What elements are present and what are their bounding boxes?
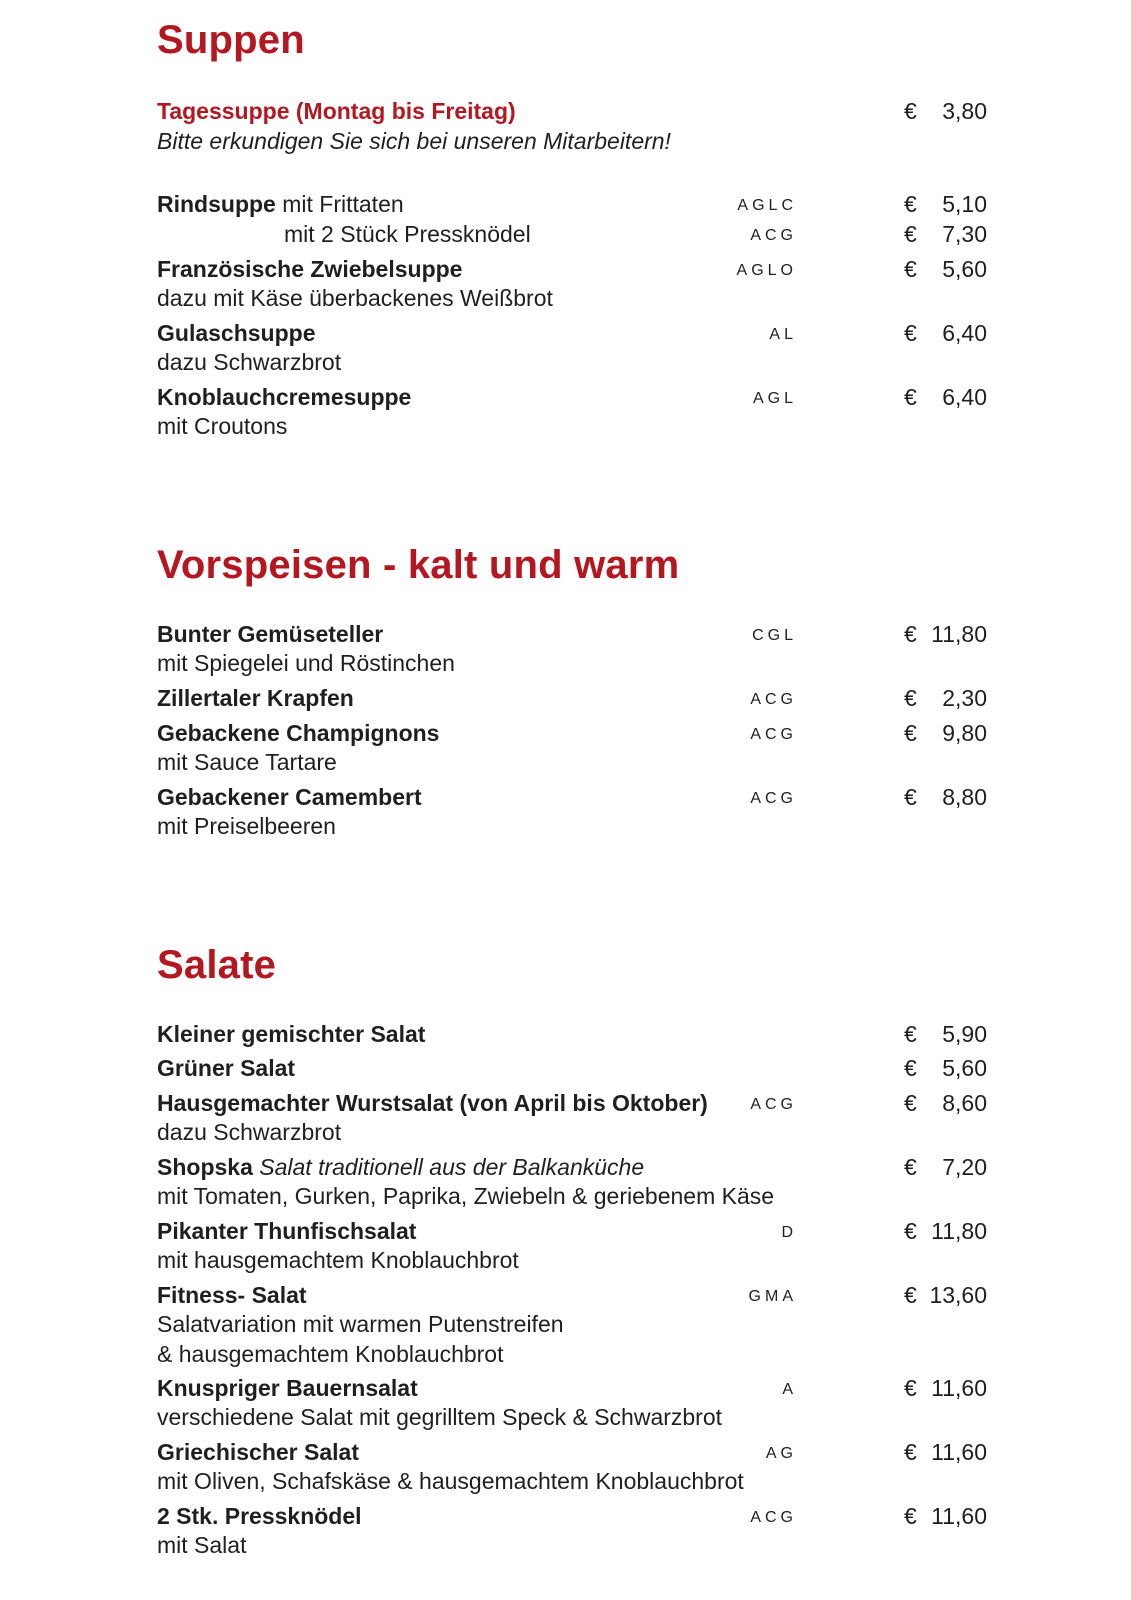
menu-item-variant: mit 2 Stück Pressknödel ACG € 7,30 xyxy=(157,219,987,249)
item-description: Bitte erkundigen Sie sich bei unseren Mitarbeitern! xyxy=(157,128,671,154)
menu-item: Gulaschsuppe AL € 6,40 xyxy=(157,318,987,348)
allergen-codes: AG xyxy=(765,1445,797,1462)
allergen-codes: ACG xyxy=(750,691,797,708)
menu-item: Knuspriger Bauernsalat A € 11,60 xyxy=(157,1373,987,1403)
allergen-codes: ACG xyxy=(750,1509,797,1526)
menu-item: Gebackene Champignons ACG € 9,80 xyxy=(157,718,987,748)
menu-item: Fitness- Salat GMA € 13,60 xyxy=(157,1280,987,1310)
item-description: dazu Schwarzbrot xyxy=(157,1119,342,1145)
menu-item: Tagessuppe (Montag bis Freitag) € 3,80 xyxy=(157,98,987,124)
item-description-continued: & hausgemachtem Knoblauchbrot xyxy=(157,1341,504,1367)
item-detail: Salat traditionell aus der Balkanküche xyxy=(252,1154,645,1180)
item-name: Pikanter Thunfischsalat xyxy=(157,1218,417,1244)
allergen-codes: ACG xyxy=(750,227,797,244)
menu-item: Französische Zwiebelsuppe AGLO € 5,60 xyxy=(157,254,987,284)
item-description: Salatvariation mit warmen Putenstreifen xyxy=(157,1311,564,1337)
item-description: dazu mit Käse überbackenes Weißbrot xyxy=(157,285,553,311)
item-description: verschiedene Salat mit gegrilltem Speck & Schwarzbrot xyxy=(157,1404,723,1430)
item-name: Zillertaler Krapfen xyxy=(157,685,354,711)
menu-item: Zillertaler Krapfen ACG € 2,30 xyxy=(157,683,987,713)
menu-item: Pikanter Thunfischsalat D € 11,80 xyxy=(157,1216,987,1246)
allergen-codes: GMA xyxy=(748,1288,797,1305)
allergen-codes: AGL xyxy=(752,390,797,407)
item-description: mit Croutons xyxy=(157,413,288,439)
item-name: Hausgemachter Wurstsalat (von April bis Oktober) xyxy=(157,1090,708,1116)
menu-item: Shopska Salat traditionell aus der Balkanküche € 7,20 xyxy=(157,1154,987,1180)
item-description: mit Spiegelei und Röstinchen xyxy=(157,650,455,676)
allergen-codes: AGLO xyxy=(736,262,797,279)
item-name: Knuspriger Bauernsalat xyxy=(157,1375,418,1401)
item-detail: mit Frittaten xyxy=(275,191,404,217)
allergen-codes: ACG xyxy=(750,726,797,743)
item-name: Kleiner gemischter Salat xyxy=(157,1021,426,1047)
item-name: Knoblauchcremesuppe xyxy=(157,384,412,410)
item-description: mit Preiselbeeren xyxy=(157,813,336,839)
allergen-codes: ACG xyxy=(750,1096,797,1113)
item-name: Gebackene Champignons xyxy=(157,720,440,746)
item-description: dazu Schwarzbrot xyxy=(157,349,342,375)
allergen-codes: AL xyxy=(769,326,797,343)
menu-item: Knoblauchcremesuppe AGL € 6,40 xyxy=(157,382,987,412)
item-name: Griechischer Salat xyxy=(157,1439,359,1465)
item-variant-text: mit 2 Stück Pressknödel xyxy=(284,221,531,247)
section-title: Salate xyxy=(157,943,277,987)
allergen-codes: AGLC xyxy=(737,197,797,214)
item-description: mit Tomaten, Gurken, Paprika, Zwiebeln & geriebenem Käse xyxy=(157,1183,775,1209)
item-name: Rindsuppe xyxy=(157,191,276,217)
menu-item: Rindsuppe mit Frittaten AGLC € 5,10 xyxy=(157,189,987,219)
item-name: Tagessuppe (Montag bis Freitag) xyxy=(157,98,516,124)
menu-item: Bunter Gemüseteller CGL € 11,80 xyxy=(157,619,987,649)
section-title: Suppen xyxy=(157,18,305,62)
item-name: Gulaschsuppe xyxy=(157,320,316,346)
item-description: mit Oliven, Schafskäse & hausgemachtem Knoblauchbrot xyxy=(157,1468,744,1494)
item-description: mit hausgemachtem Knoblauchbrot xyxy=(157,1247,519,1273)
item-description: mit Sauce Tartare xyxy=(157,749,337,775)
item-name: Fitness- Salat xyxy=(157,1282,307,1308)
item-name: Shopska xyxy=(157,1154,253,1180)
item-name: Grüner Salat xyxy=(157,1055,296,1081)
allergen-codes: CGL xyxy=(752,627,797,644)
item-name: Französische Zwiebelsuppe xyxy=(157,256,463,282)
allergen-codes: A xyxy=(782,1381,797,1398)
menu-item: Hausgemachter Wurstsalat (von April bis Oktober) ACG € 8,60 xyxy=(157,1088,987,1118)
allergen-codes: D xyxy=(781,1224,797,1241)
item-name: Gebackener Camembert xyxy=(157,784,422,810)
section-title: Vorspeisen - kalt und warm xyxy=(157,543,680,587)
item-name: Bunter Gemüseteller xyxy=(157,621,384,647)
item-description: mit Salat xyxy=(157,1532,247,1558)
menu-item: Gebackener Camembert ACG € 8,80 xyxy=(157,782,987,812)
menu-item: Kleiner gemischter Salat € 5,90 xyxy=(157,1021,987,1047)
item-name: 2 Stk. Pressknödel xyxy=(157,1503,362,1529)
menu-item: Grüner Salat € 5,60 xyxy=(157,1055,987,1081)
menu-item: Griechischer Salat AG € 11,60 xyxy=(157,1437,987,1467)
allergen-codes: ACG xyxy=(750,790,797,807)
menu-item: 2 Stk. Pressknödel ACG € 11,60 xyxy=(157,1501,987,1531)
